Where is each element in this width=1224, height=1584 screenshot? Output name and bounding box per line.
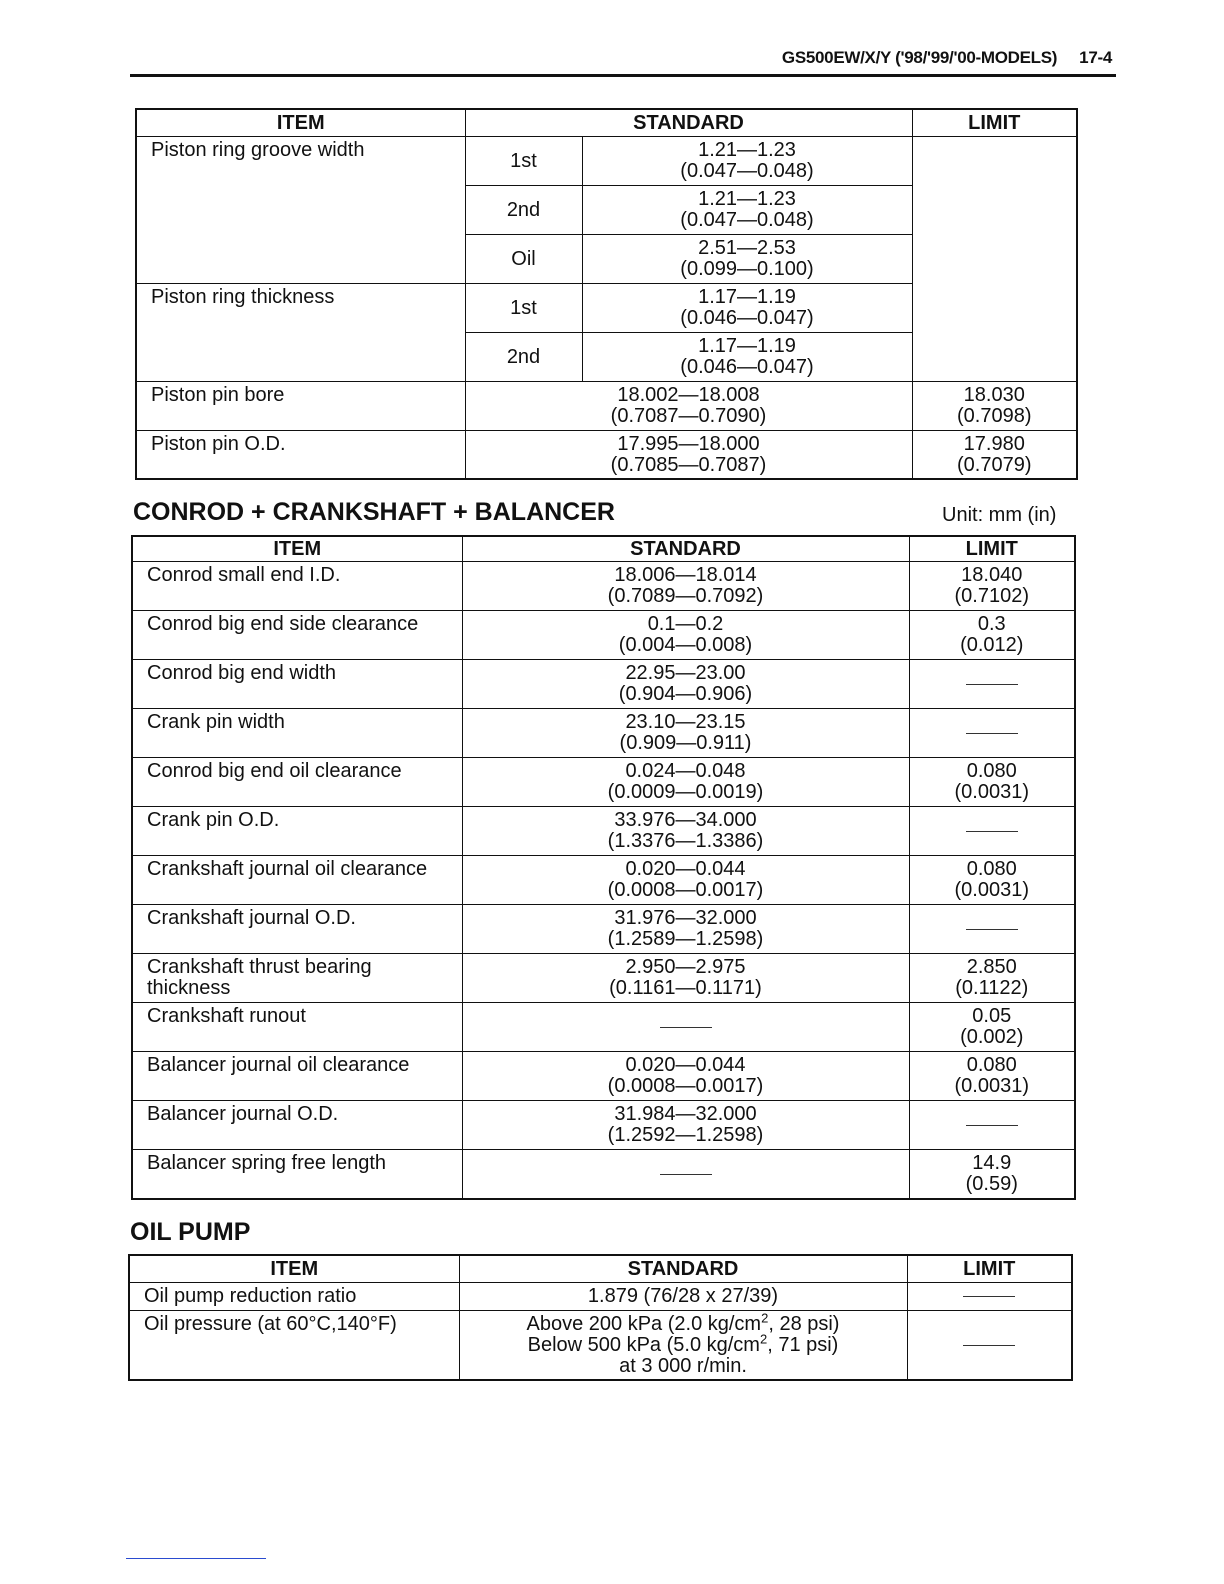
standard-cell [462, 1003, 909, 1052]
lim-mm: 18.030 [963, 383, 1025, 406]
table-row [136, 381, 1077, 430]
footer-line [126, 1558, 266, 1559]
std-in: (0.909—0.911) [619, 732, 752, 754]
dash-mark [966, 831, 1018, 832]
ring-cell: 1st [465, 283, 582, 332]
item-cell: Crank pin O.D. [132, 807, 462, 856]
std-mm: 1.17—1.19 [698, 285, 796, 308]
std-in: (0.7089—0.7092) [607, 585, 764, 607]
table-row [132, 562, 1075, 611]
standard-cell [465, 381, 912, 430]
std-in: (0.7085—0.7087) [610, 453, 767, 476]
conrod-spec-table [131, 535, 1076, 1200]
standard-cell [465, 430, 912, 479]
lim-in: (0.1122) [955, 977, 1029, 999]
standard-cell [462, 758, 909, 807]
item-cell: Balancer spring free length [132, 1150, 462, 1199]
std-mm: 2.51—2.53 [698, 236, 796, 259]
section-title-oil-pump: OIL PUMP [130, 1218, 251, 1246]
standard-cell [462, 1150, 909, 1199]
limit-cell [909, 1101, 1075, 1150]
limit-cell [909, 660, 1075, 709]
header-item: ITEM [129, 1255, 459, 1282]
header-model: GS500EW/X/Y ('98/'99/'00-MODELS) [781, 48, 1058, 67]
limit-cell-empty [912, 136, 1077, 381]
std-in: (0.046—0.047) [680, 306, 814, 329]
table-row [132, 1101, 1075, 1150]
lim-in: (0.0031) [954, 1075, 1029, 1097]
table-row [129, 1310, 1072, 1380]
table-row [132, 1052, 1075, 1101]
limit-cell [907, 1310, 1072, 1380]
standard-cell [459, 1310, 907, 1380]
item-cell: Conrod big end side clearance [132, 611, 462, 660]
item-cell: Crankshaft journal oil clearance [132, 856, 462, 905]
limit-cell [912, 381, 1077, 430]
table-header-row [132, 536, 1075, 562]
limit-cell [909, 709, 1075, 758]
lim-in: (0.59) [965, 1173, 1018, 1195]
dash-mark [966, 684, 1018, 685]
ring-cell: 2nd [465, 332, 582, 381]
header-limit: LIMIT [907, 1255, 1072, 1282]
table-row [136, 430, 1077, 479]
lim-in: (0.0031) [954, 781, 1029, 803]
std-mm: 0.020—0.044 [625, 858, 746, 880]
standard-cell [462, 709, 909, 758]
std-mm: 17.995—18.000 [617, 432, 760, 455]
item-cell: Piston pin bore [136, 381, 465, 430]
lim-mm: 0.080 [966, 760, 1017, 782]
table-row [129, 1282, 1072, 1310]
dash-mark [963, 1345, 1015, 1346]
dash-mark [660, 1174, 712, 1175]
standard-cell [462, 611, 909, 660]
standard-cell [582, 332, 912, 381]
table-row [132, 758, 1075, 807]
lim-mm: 17.980 [963, 432, 1025, 455]
limit-cell [912, 430, 1077, 479]
std-in: (0.047—0.048) [680, 159, 814, 182]
std-in: (1.2592—1.2598) [607, 1124, 764, 1146]
text: Below 500 kPa (5.0 kg/cm [527, 1333, 760, 1356]
std-in: (0.904—0.906) [618, 683, 753, 705]
section-title-conrod: CONROD + CRANKSHAFT + BALANCER [133, 498, 615, 526]
table-row [132, 611, 1075, 660]
item-cell: Conrod small end I.D. [132, 562, 462, 611]
std-in: (0.0009—0.0019) [607, 781, 764, 803]
table-row [132, 1003, 1075, 1052]
header-limit: LIMIT [909, 536, 1075, 562]
lim-in: (0.7098) [957, 404, 1032, 427]
table-row [132, 954, 1075, 1003]
dash-mark [966, 733, 1018, 734]
standard-cell [582, 283, 912, 332]
item-cell: Oil pressure (at 60°C,140°F) [129, 1310, 459, 1380]
table-row [132, 709, 1075, 758]
limit-cell [909, 905, 1075, 954]
lim-mm: 18.040 [961, 564, 1023, 586]
text: , 71 psi) [767, 1333, 839, 1356]
ring-cell: Oil [465, 234, 582, 283]
lim-mm: 0.080 [966, 858, 1017, 880]
lim-mm: 0.3 [977, 613, 1006, 635]
limit-cell [909, 807, 1075, 856]
ring-cell: 2nd [465, 185, 582, 234]
item-cell: Conrod big end oil clearance [132, 758, 462, 807]
std-in: (0.004—0.008) [618, 634, 753, 656]
standard-cell [462, 807, 909, 856]
pressure-line-1 [526, 1309, 840, 1335]
std-in: (0.046—0.047) [680, 355, 814, 378]
item-line-1: Crankshaft thrust bearing [147, 956, 372, 978]
std-mm: 22.95—23.00 [625, 662, 746, 684]
limit-cell [909, 954, 1075, 1003]
std-mm: 1.17—1.19 [698, 334, 796, 357]
item-cell: Balancer journal O.D. [132, 1101, 462, 1150]
item-cell: Crankshaft runout [132, 1003, 462, 1052]
table-row [132, 1150, 1075, 1199]
table-header-row [136, 109, 1077, 136]
std-mm: 31.984—32.000 [614, 1103, 757, 1125]
std-in: (0.099—0.100) [680, 257, 814, 280]
std-mm: 1.21—1.23 [698, 187, 796, 210]
dash-mark [660, 1027, 712, 1028]
lim-in: (0.7079) [957, 453, 1032, 476]
std-mm: 23.10—23.15 [625, 711, 746, 733]
std-mm: 1.21—1.23 [698, 138, 796, 161]
table-row [132, 660, 1075, 709]
dash-mark [966, 929, 1018, 930]
standard-cell [582, 136, 912, 185]
std-mm: 0.1—0.2 [647, 613, 724, 635]
pressure-line-2 [527, 1330, 839, 1356]
header-item: ITEM [136, 109, 465, 136]
table-header-row [129, 1255, 1072, 1282]
header-text [782, 48, 1112, 68]
header-standard: STANDARD [459, 1255, 907, 1282]
std-mm: 2.950—2.975 [625, 956, 746, 978]
item-cell: Piston ring thickness [136, 283, 465, 381]
std-mm: 18.006—18.014 [614, 564, 757, 586]
lim-in: (0.7102) [954, 585, 1029, 607]
text: Above 200 kPa (2.0 kg/cm [526, 1312, 762, 1335]
header-standard: STANDARD [462, 536, 909, 562]
std-mm: 18.002—18.008 [617, 383, 760, 406]
table-row [132, 905, 1075, 954]
standard-cell [462, 954, 909, 1003]
header-item: ITEM [132, 536, 462, 562]
limit-cell [909, 1003, 1075, 1052]
page-header [130, 44, 1116, 77]
standard-cell [462, 562, 909, 611]
standard-cell [462, 660, 909, 709]
limit-cell [909, 758, 1075, 807]
lim-mm: 14.9 [972, 1152, 1012, 1174]
std-in: (1.3376—1.3386) [607, 830, 764, 852]
lim-mm: 0.05 [972, 1005, 1012, 1027]
standard-cell: 1.879 (76/28 x 27/39) [459, 1282, 907, 1310]
oil-pump-spec-table [128, 1254, 1073, 1381]
item-cell [132, 954, 462, 1003]
std-mm: 0.020—0.044 [625, 1054, 746, 1076]
item-cell: Conrod big end width [132, 660, 462, 709]
table-row [132, 856, 1075, 905]
lim-in: (0.002) [960, 1026, 1024, 1048]
limit-cell [909, 611, 1075, 660]
std-in: (0.047—0.048) [680, 208, 814, 231]
superscript: 2 [759, 1330, 768, 1346]
std-mm: 0.024—0.048 [625, 760, 746, 782]
conrod-table-body [132, 562, 1075, 1199]
standard-cell [462, 905, 909, 954]
item-cell: Piston pin O.D. [136, 430, 465, 479]
superscript: 2 [761, 1309, 769, 1325]
std-in: (0.7087—0.7090) [610, 404, 767, 427]
lim-mm: 0.080 [966, 1054, 1017, 1076]
limit-cell [907, 1282, 1072, 1310]
pressure-line-3: at 3 000 r/min. [619, 1354, 747, 1377]
std-in: (0.1161—0.1171) [609, 977, 762, 999]
limit-cell [909, 1052, 1075, 1101]
lim-in: (0.012) [960, 634, 1024, 656]
limit-cell [909, 856, 1075, 905]
standard-cell [462, 1052, 909, 1101]
std-mm: 33.976—34.000 [614, 809, 757, 831]
std-in: (0.0008—0.0017) [607, 1075, 764, 1097]
limit-cell [909, 1150, 1075, 1199]
item-line-2: thickness [147, 977, 231, 999]
text: , 28 psi) [768, 1312, 840, 1335]
dash-mark [966, 1125, 1018, 1126]
lim-in: (0.0031) [954, 879, 1029, 901]
item-cell: Crankshaft journal O.D. [132, 905, 462, 954]
item-cell: Piston ring groove width [136, 136, 465, 283]
item-cell: Balancer journal oil clearance [132, 1052, 462, 1101]
table-row [132, 807, 1075, 856]
piston-spec-table [135, 108, 1078, 480]
item-cell: Crank pin width [132, 709, 462, 758]
dash-mark [963, 1296, 1015, 1297]
table-row [136, 136, 1077, 185]
standard-cell [462, 856, 909, 905]
std-in: (1.2589—1.2598) [607, 928, 764, 950]
unit-label: Unit: mm (in) [942, 504, 1057, 526]
lim-mm: 2.850 [966, 956, 1017, 978]
std-in: (0.0008—0.0017) [607, 879, 764, 901]
ring-cell: 1st [465, 136, 582, 185]
standard-cell [582, 234, 912, 283]
header-limit: LIMIT [912, 109, 1077, 136]
header-page-number: 17-4 [1079, 48, 1112, 67]
standard-cell [462, 1101, 909, 1150]
standard-cell [582, 185, 912, 234]
limit-cell [909, 562, 1075, 611]
item-cell: Oil pump reduction ratio [129, 1282, 459, 1310]
std-mm: 31.976—32.000 [614, 907, 757, 929]
header-standard: STANDARD [465, 109, 912, 136]
